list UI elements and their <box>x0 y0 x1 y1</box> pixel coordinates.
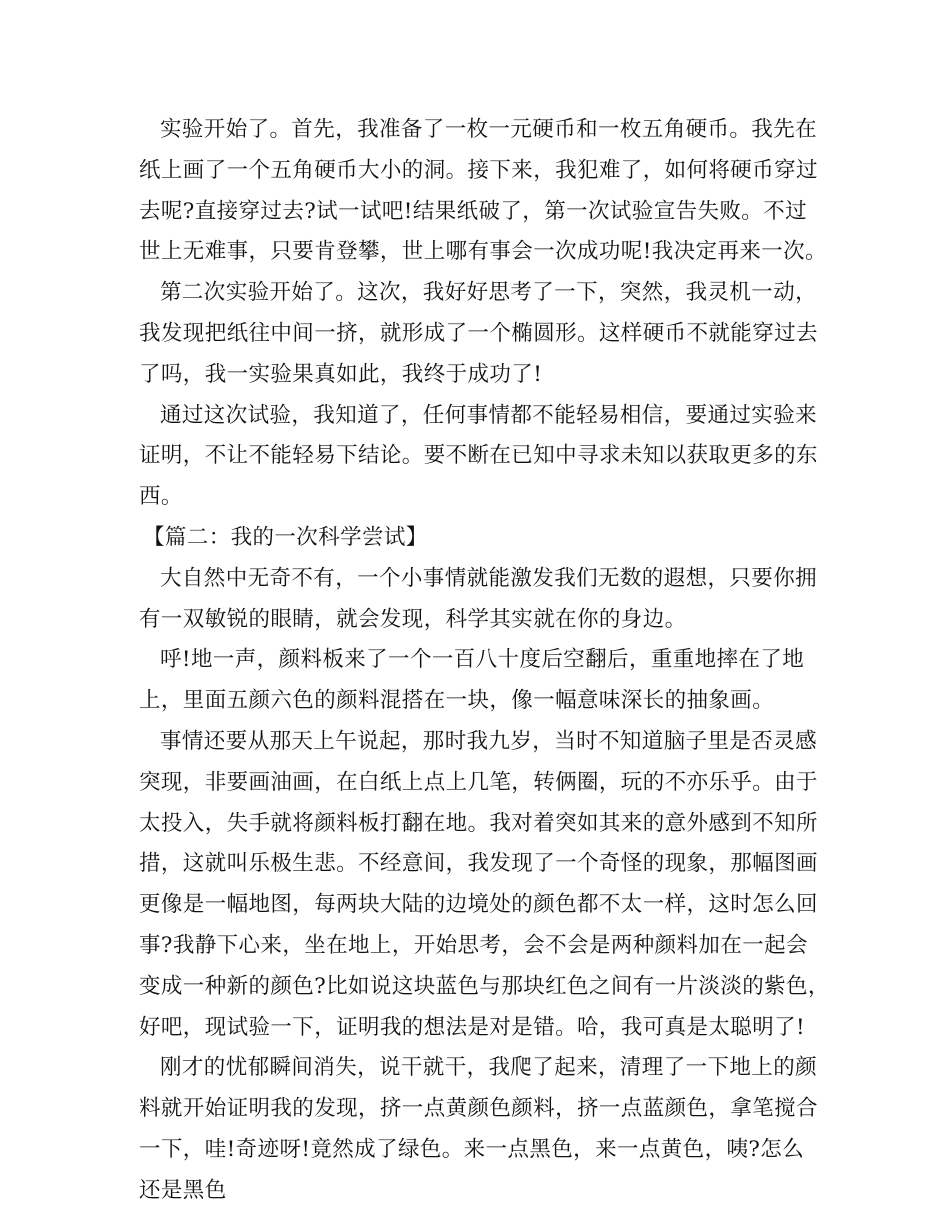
section-heading: 【篇二：我的一次科学尝试】 <box>143 524 428 550</box>
text-line: 纸上画了一个五角硬币大小的洞。接下来，我犯难了，如何将硬币穿过 <box>139 157 818 183</box>
text-line: 太投入，失手就将颜料板打翻在地。我对着突如其来的意外感到不知所 <box>139 810 818 836</box>
text-line: 世上无难事，只要肯登攀，世上哪有事会一次成功呢!我决定再来一次。 <box>139 239 827 265</box>
text-line: 事?我静下心来，坐在地上，开始思考，会不会是两种颜料加在一起会 <box>139 932 808 958</box>
body-text <box>139 110 830 1212</box>
text-line: 措，这就叫乐极生悲。不经意间，我发现了一个奇怪的现象，那幅图画 <box>139 851 818 877</box>
text-line: 更像是一幅地图，每两块大陆的边境处的颜色都不太一样，这时怎么回 <box>139 892 818 918</box>
text-line: 第二次实验开始了。这次，我好好思考了一下，突然，我灵机一动， <box>160 280 818 306</box>
text-line: 了吗，我一实验果真如此，我终于成功了! <box>139 361 543 387</box>
text-line: 去呢?直接穿过去?试一试吧!结果纸破了，第一次试验宣告失败。不过 <box>139 198 807 224</box>
text-line: 证明，不让不能轻易下结论。要不断在已知中寻求未知以获取更多的东 <box>139 443 818 469</box>
text-line: 突现，非要画油画，在白纸上点上几笔，转俩圈，玩的不亦乐乎。由于 <box>139 769 818 795</box>
text-line: 一下，哇!奇迹呀!竟然成了绿色。来一点黑色，来一点黄色，咦?怎么 <box>139 1136 805 1162</box>
text-line: 事情还要从那天上午说起，那时我九岁，当时不知道脑子里是否灵感 <box>160 728 818 754</box>
text-line: 刚才的忧郁瞬间消失，说干就干，我爬了起来，清理了一下地上的颜 <box>160 1055 818 1081</box>
text-line: 大自然中无奇不有，一个小事情就能激发我们无数的遐想，只要你拥 <box>160 565 818 591</box>
text-line: 还是黑色 <box>139 1177 227 1203</box>
text-line: 实验开始了。首先，我准备了一枚一元硬币和一枚五角硬币。我先在 <box>160 117 818 142</box>
text-line: 上，里面五颜六色的颜料混搭在一块，像一幅意味深长的抽象画。 <box>139 688 775 714</box>
text-line: 有一双敏锐的眼睛，就会发现，科学其实就在你的身边。 <box>139 606 687 632</box>
text-line: 呼!地一声，颜料板来了一个一百八十度后空翻后，重重地摔在了地 <box>160 647 805 673</box>
text-line: 变成一种新的颜色?比如说这块蓝色与那块红色之间有一片淡淡的紫色， <box>139 973 830 999</box>
text-line: 我发现把纸往中间一挤，就形成了一个椭圆形。这样硬币不就能穿过去 <box>139 320 818 346</box>
text-line: 料就开始证明我的发现，挤一点黄颜色颜料，挤一点蓝颜色，拿笔搅合 <box>139 1096 818 1122</box>
text-line: 通过这次试验，我知道了，任何事情都不能轻易相信，要通过实验来 <box>160 402 818 428</box>
text-line: 好吧，现试验一下，证明我的想法是对是错。哈，我可真是太聪明了! <box>139 1014 806 1040</box>
text-line: 西。 <box>139 484 183 510</box>
